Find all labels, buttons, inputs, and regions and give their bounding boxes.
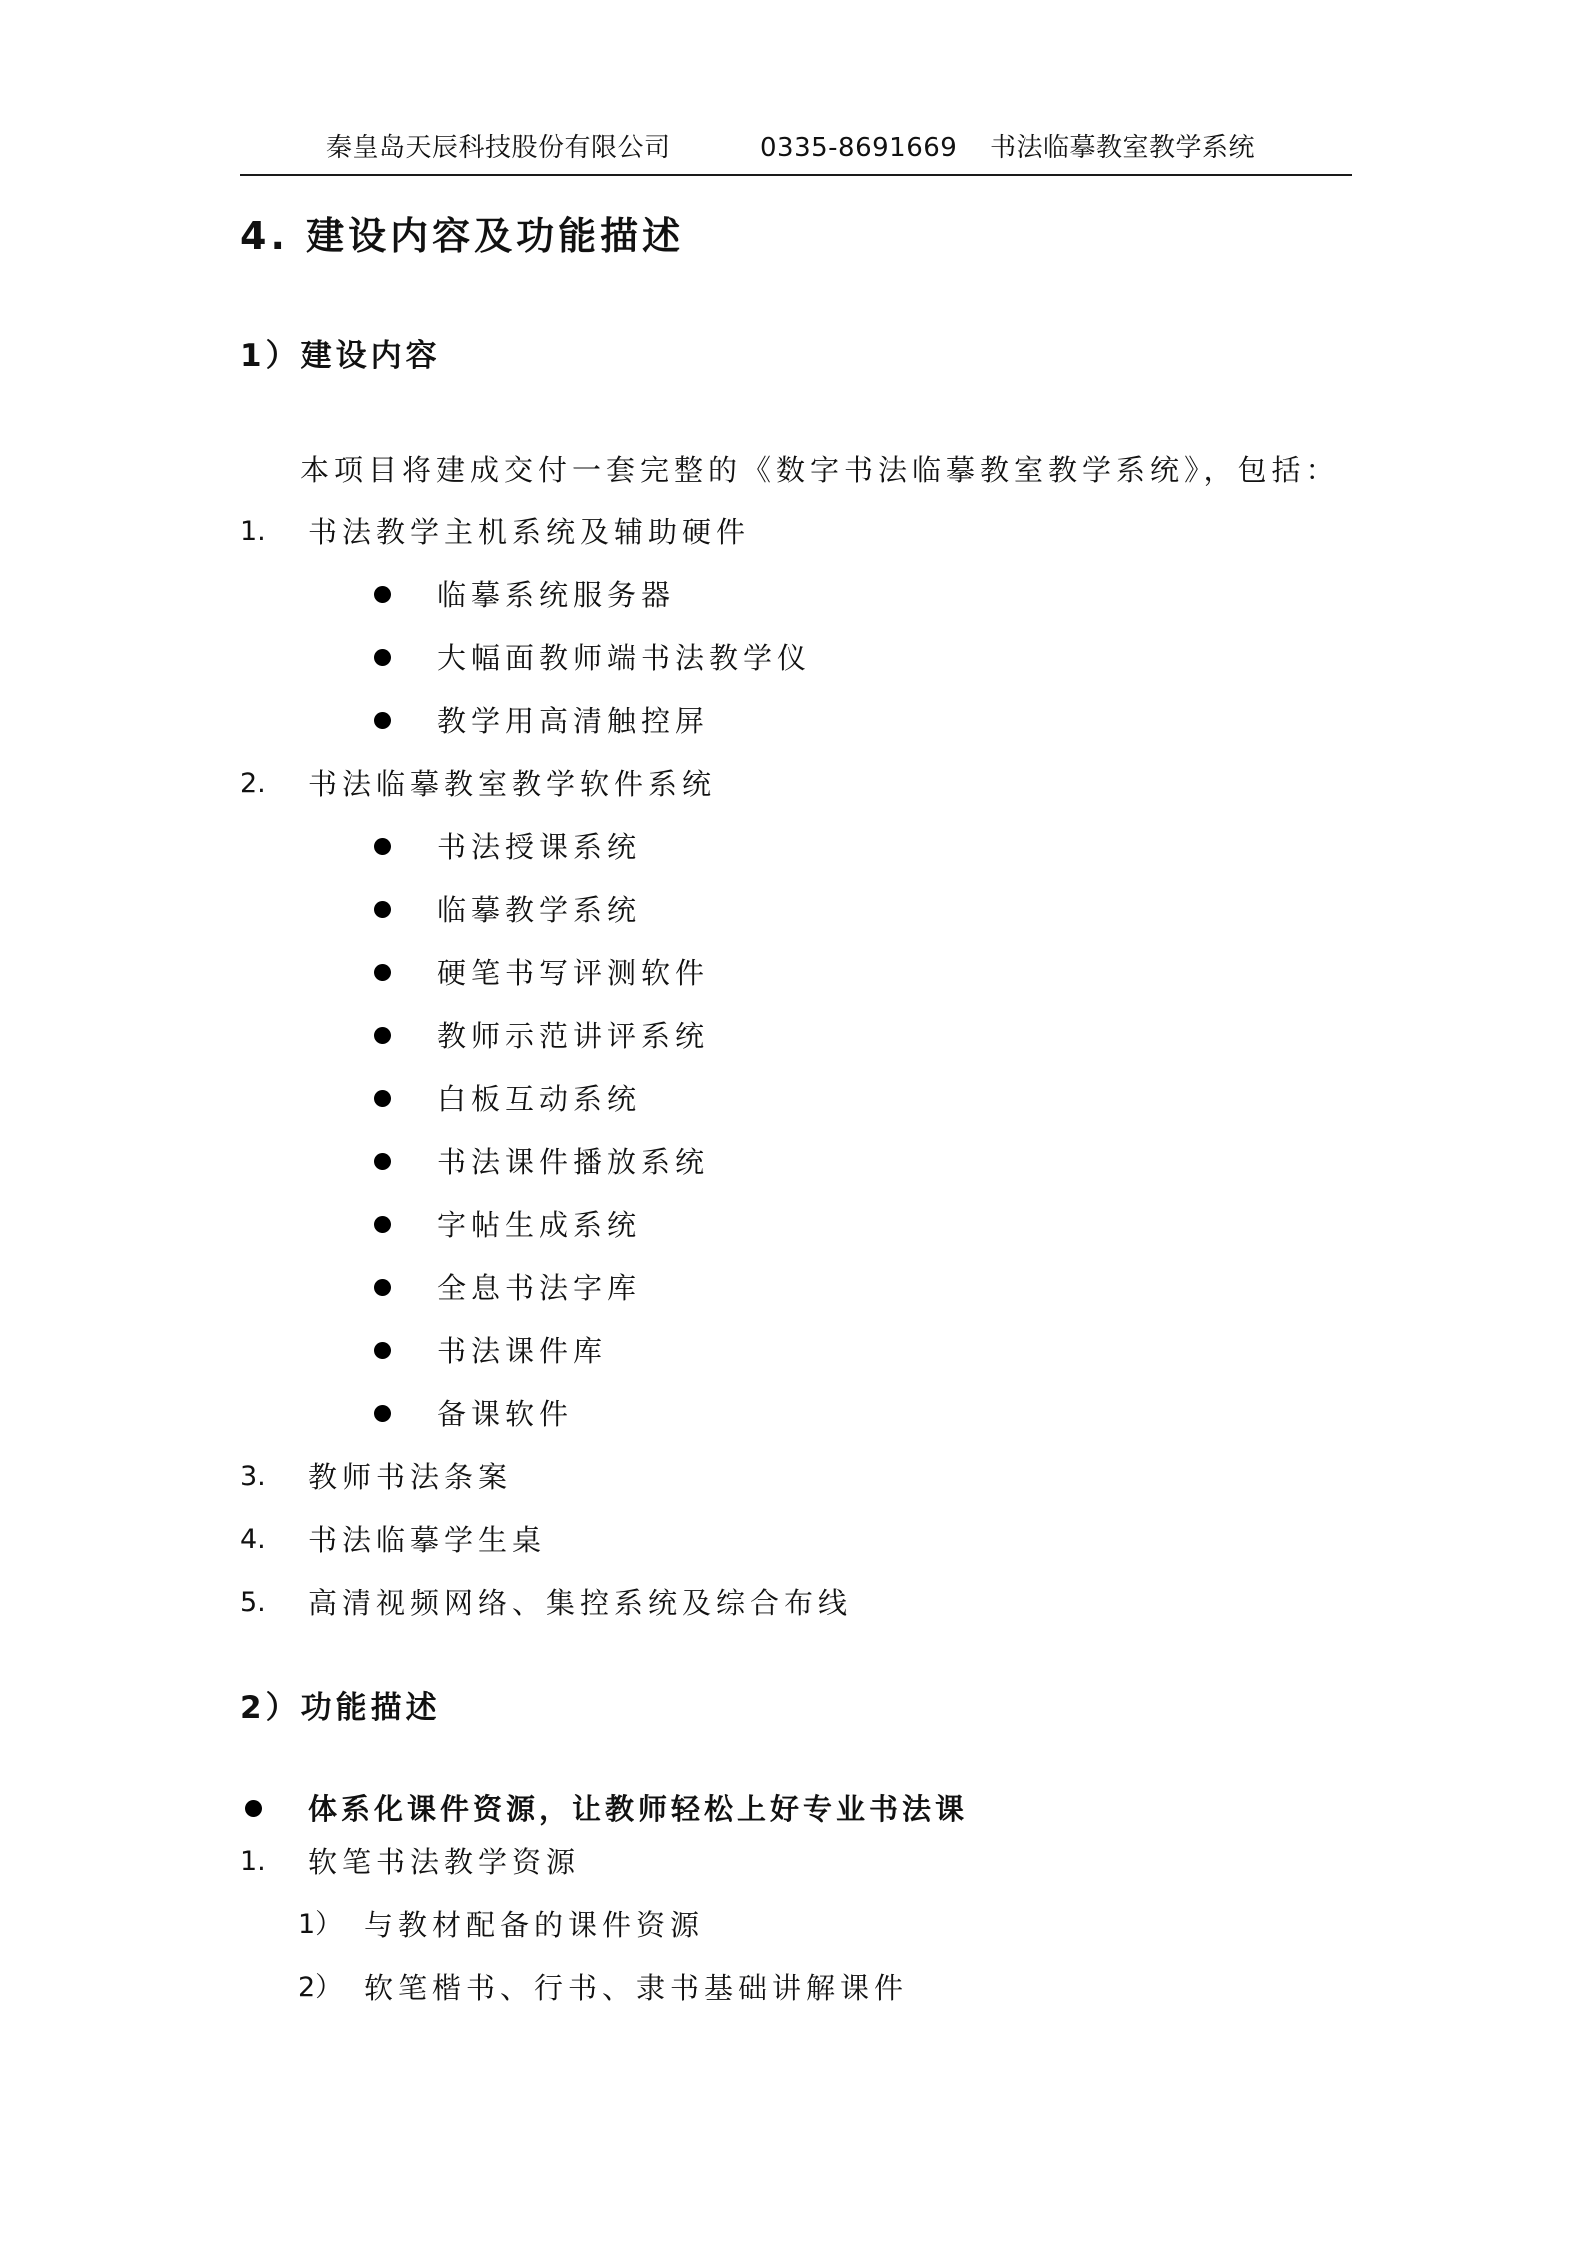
sub-list-item: 临摹教学系统	[437, 893, 642, 927]
sub-list-item: 大幅面教师端书法教学仪	[437, 641, 812, 675]
list-item: 高清视频网络、集控系统及综合布线	[308, 1586, 853, 1620]
sub-list-item: 书法授课系统	[437, 830, 642, 864]
sub-list-item: 书法课件播放系统	[437, 1145, 710, 1179]
bullet-icon	[374, 838, 391, 855]
list-number: 2.	[240, 768, 266, 799]
bullet-icon	[374, 1153, 391, 1170]
sub-list-item: 硬笔书写评测软件	[437, 956, 710, 990]
bullet-icon	[374, 586, 391, 603]
sub-list-item: 与教材配备的课件资源	[364, 1908, 705, 1942]
function-heading: 2）功能描述	[240, 1690, 441, 1726]
list-item: 书法教学主机系统及辅助硬件	[308, 515, 751, 549]
sub-list-number: 1）	[298, 1909, 343, 1940]
sub-list-item: 教学用高清触控屏	[437, 704, 710, 738]
bullet-icon	[374, 1342, 391, 1359]
sub-list-item: 软笔楷书、行书、隶书基础讲解课件	[364, 1971, 909, 2005]
header-phone: 0335-8691669	[760, 133, 958, 163]
sub-list-item: 全息书法字库	[437, 1271, 642, 1305]
page-header	[240, 126, 1352, 176]
construction-heading: 1）建设内容	[240, 338, 441, 374]
list-number: 4.	[240, 1524, 266, 1555]
sub-list-item: 教师示范讲评系统	[437, 1019, 710, 1053]
list-number: 1.	[240, 516, 266, 547]
bullet-icon	[374, 1405, 391, 1422]
bullet-icon	[374, 964, 391, 981]
function-highlight: 体系化课件资源，让教师轻松上好专业书法课	[308, 1792, 969, 1826]
list-item: 软笔书法教学资源	[308, 1845, 581, 1879]
list-item: 教师书法条案	[308, 1460, 513, 1494]
bullet-icon	[374, 1090, 391, 1107]
bullet-icon	[374, 649, 391, 666]
list-item: 书法临摹教室教学软件系统	[308, 767, 717, 801]
bullet-icon	[374, 1027, 391, 1044]
bullet-icon	[374, 1279, 391, 1296]
construction-intro: 本项目将建成交付一套完整的《数字书法临摹教室教学系统》，包括：	[300, 453, 1340, 487]
section-title: 4. 建设内容及功能描述	[240, 214, 685, 258]
list-number: 5.	[240, 1587, 266, 1618]
list-item: 书法临摹学生桌	[308, 1523, 547, 1557]
sub-list-item: 字帖生成系统	[437, 1208, 642, 1242]
bullet-icon	[245, 1800, 262, 1817]
header-system-name: 书法临摹教室教学系统	[990, 133, 1256, 163]
sub-list-item: 书法课件库	[437, 1334, 608, 1368]
sub-list-number: 2）	[298, 1972, 343, 2003]
bullet-icon	[374, 1216, 391, 1233]
sub-list-item: 临摹系统服务器	[437, 578, 676, 612]
sub-list-item: 白板互动系统	[437, 1082, 642, 1116]
list-number: 3.	[240, 1461, 266, 1492]
bullet-icon	[374, 712, 391, 729]
sub-list-item: 备课软件	[437, 1397, 574, 1431]
bullet-icon	[374, 901, 391, 918]
header-company: 秦皇岛天辰科技股份有限公司	[326, 133, 671, 163]
list-number: 1.	[240, 1846, 266, 1877]
